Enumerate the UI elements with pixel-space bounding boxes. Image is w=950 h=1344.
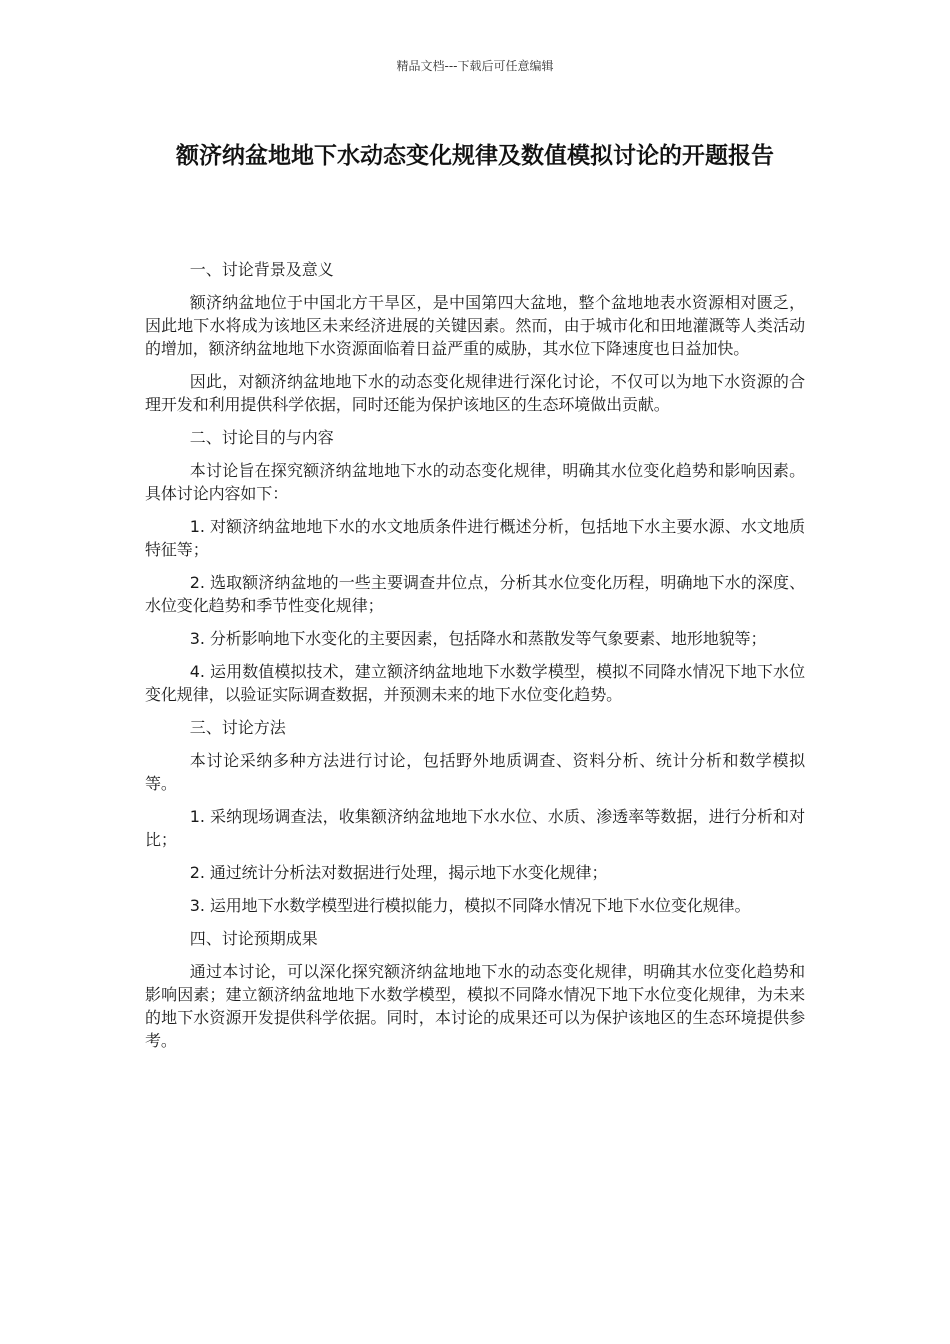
- list-item: 4. 运用数值模拟技术，建立额济纳盆地地下水数学模型，模拟不同降水情况下地下水位变化规律，以验证实际调查数据，并预测未来的地下水位变化趋势。: [145, 662, 805, 704]
- list-item: 3. 运用地下水数学模型进行模拟能力，模拟不同降水情况下地下水位变化规律。: [189, 896, 751, 915]
- paragraph: 本讨论采纳多种方法进行讨论，包括野外地质调查、资料分析、统计分析和数学模拟等。: [145, 751, 805, 793]
- list-item: 1. 对额济纳盆地地下水的水文地质条件进行概述分析，包括地下水主要水源、水文地质特征等；: [145, 517, 805, 559]
- page-header: 精品文档---下载后可任意编辑: [396, 59, 554, 73]
- section-heading-methods: 三、讨论方法: [189, 718, 286, 737]
- paragraph: 因此，对额济纳盆地地下水的动态变化规律进行深化讨论，不仅可以为地下水资源的合理开发和利用提供科学依据，同时还能为保护该地区的生态环境做出贡献。: [145, 372, 805, 414]
- section-heading-objectives: 二、讨论目的与内容: [189, 428, 334, 447]
- paragraph: 额济纳盆地位于中国北方干旱区，是中国第四大盆地，整个盆地地表水资源相对匮乏，因此地下水将成为该地区未来经济进展的关键因素。然而，由于城市化和田地灌溉等人类活动的增加，额济纳盆地地下水资源面临着日益严重的威胁，其水位下降速度也日益加快。: [145, 293, 805, 358]
- paragraph: 通过本讨论，可以深化探究额济纳盆地地下水的动态变化规律，明确其水位变化趋势和影响因素；建立额济纳盆地地下水数学模型，模拟不同降水情况下地下水位变化规律，为未来的地下水资源开发提供科学依据。同时，本讨论的成果还可以为保护该地区的生态环境提供参考。: [145, 962, 805, 1050]
- list-item: 2. 通过统计分析法对数据进行处理，揭示地下水变化规律；: [189, 863, 608, 882]
- paragraph: 本讨论旨在探究额济纳盆地地下水的动态变化规律，明确其水位变化趋势和影响因素。具体讨论内容如下：: [145, 461, 805, 503]
- section-heading-outcomes: 四、讨论预期成果: [189, 929, 318, 948]
- list-item: 3. 分析影响地下水变化的主要因素，包括降水和蒸散发等气象要素、地形地貌等；: [189, 629, 767, 648]
- section-heading-background: 一、讨论背景及意义: [189, 260, 334, 279]
- list-item: 1. 采纳现场调查法，收集额济纳盆地地下水水位、水质、渗透率等数据，进行分析和对比；: [145, 807, 805, 849]
- document-body: [145, 258, 805, 1062]
- document-title: 额济纳盆地地下水动态变化规律及数值模拟讨论的开题报告: [176, 143, 774, 169]
- list-item: 2. 选取额济纳盆地的一些主要调查井位点，分析其水位变化历程，明确地下水的深度、水位变化趋势和季节性变化规律；: [145, 573, 805, 615]
